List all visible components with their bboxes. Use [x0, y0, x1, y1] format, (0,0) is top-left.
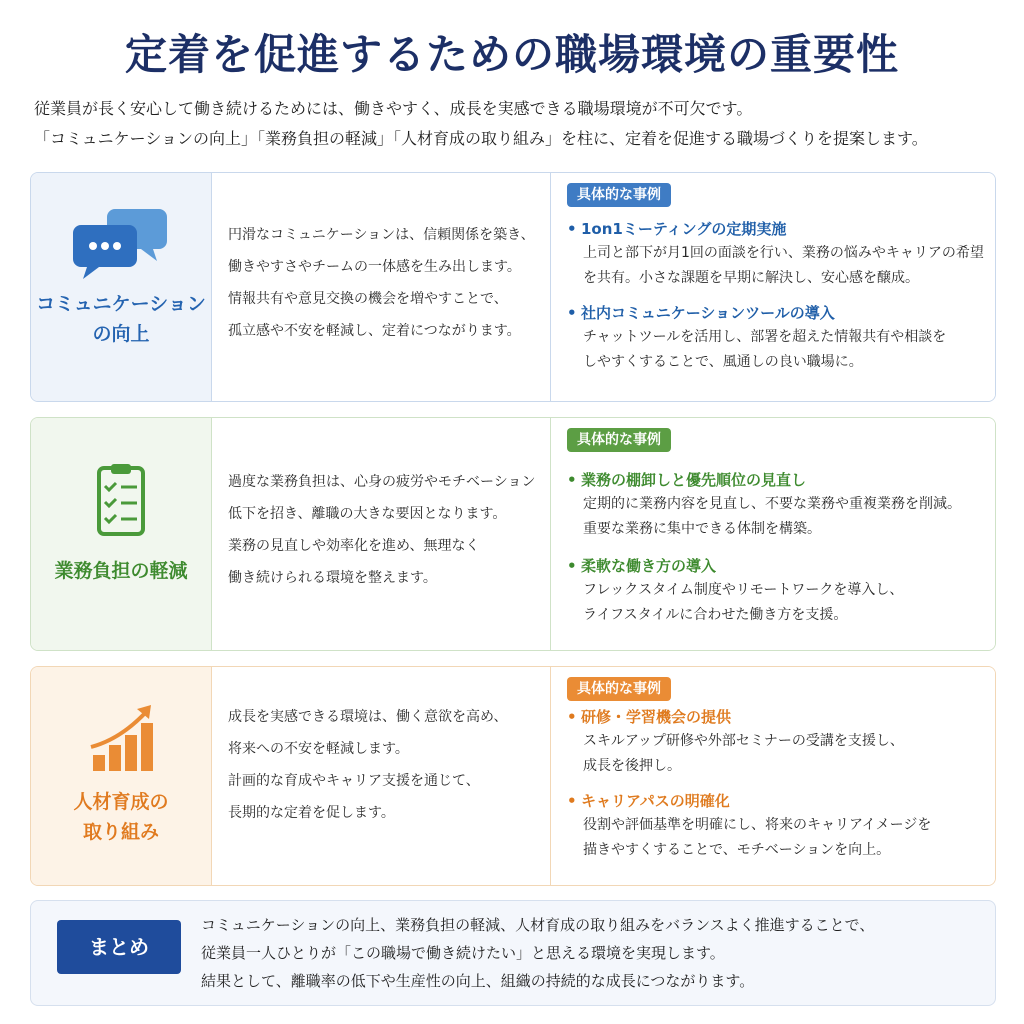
card-title [31, 289, 211, 349]
summary-label: まとめ [57, 920, 181, 974]
description-line: 情報共有や意見交換の機会を増やすことで、 [228, 291, 508, 307]
card-examples [551, 173, 995, 401]
example-text: チャットツールを活用し、部署を超えた情報共有や相談を [583, 329, 947, 345]
card-communication [30, 172, 996, 402]
example-item [567, 554, 987, 628]
example-item [567, 705, 987, 779]
bullet-icon: • [567, 220, 577, 238]
example-text: 定期的に業務内容を見直し、不要な業務や重複業務を削減。 [583, 496, 961, 512]
summary-box [30, 900, 996, 1006]
example-title: 社内コミュニケーションツールの導入 [581, 304, 835, 322]
page-title: 定着を促進するための職場環境の重要性 [124, 30, 899, 79]
summary-text [201, 911, 981, 995]
card-description [212, 418, 551, 650]
example-text: 上司と部下が月1回の面談を行い、業務の悩みやキャリアの希望 [583, 245, 984, 261]
bullet-icon: • [567, 471, 577, 489]
example-title: 業務の棚卸しと優先順位の見直し [581, 471, 807, 489]
bullet-icon: • [567, 708, 577, 726]
card-header-panel [31, 418, 212, 650]
card-examples [551, 418, 995, 650]
example-title: 研修・学習機会の提供 [581, 708, 732, 726]
bullet-icon: • [567, 304, 577, 322]
example-title: 1on1ミーティングの定期実施 [581, 220, 787, 238]
description-line: 将来への不安を軽減します。 [228, 741, 409, 757]
description-line: 長期的な定着を促します。 [228, 805, 395, 821]
description-line: 業務の見直しや効率化を進め、無理なく [228, 538, 480, 554]
card-description [212, 667, 551, 885]
summary-line: 結果として、離職率の低下や生産性の向上、組織の持続的な成長につながります。 [201, 972, 755, 990]
clipboard-checklist-icon [71, 462, 171, 538]
description-line: 成長を実感できる環境は、働く意欲を高め、 [228, 709, 508, 725]
example-title: キャリアパスの明確化 [581, 792, 730, 810]
card-description [212, 173, 551, 401]
example-text: を共有。小さな課題を早期に解決し、安心感を醸成。 [583, 270, 919, 286]
description-line: 孤立感や不安を軽減し、定着につながります。 [228, 323, 521, 339]
example-title: 柔軟な働き方の導入 [581, 557, 717, 575]
card-examples [551, 667, 995, 885]
card-header-panel [31, 667, 212, 885]
example-item [567, 301, 987, 375]
description-line: 計画的な育成やキャリア支援を通じて、 [228, 773, 480, 789]
card-title-line: 人材育成の [73, 791, 169, 813]
example-item [567, 217, 987, 291]
summary-line: コミュニケーションの向上、業務負担の軽減、人材育成の取り組みをバランスよく推進することで、 [201, 916, 875, 934]
example-text: フレックスタイム制度やリモートワークを導入し、 [583, 582, 904, 598]
description-line: 円滑なコミュニケーションは、信頼関係を築き、 [228, 227, 535, 243]
example-text: スキルアップ研修や外部セミナーの受講を支援し、 [583, 733, 904, 749]
card-title-line: の向上 [92, 323, 150, 345]
card-title [31, 787, 211, 847]
examples-badge: 具体的な事例 [567, 183, 671, 207]
example-text: ライフスタイルに合わせた働き方を支援。 [583, 607, 848, 623]
examples-badge: 具体的な事例 [567, 677, 671, 701]
intro-text [34, 94, 1004, 154]
card-title-line: 取り組み [82, 821, 159, 843]
card-development [30, 666, 996, 886]
intro-line: 従業員が長く安心して働き続けるためには、働きやすく、成長を実感できる職場環境が不可欠です。 [34, 99, 753, 118]
speech-bubbles-icon [71, 203, 171, 279]
example-text: 重要な業務に集中できる体制を構築。 [583, 521, 821, 537]
example-text: 役割や評価基準を明確にし、将来のキャリアイメージを [583, 817, 932, 833]
example-text: しやすくすることで、風通しの良い職場に。 [583, 354, 863, 370]
summary-line: 従業員一人ひとりが「この職場で働き続けたい」と思える環境を実現します。 [201, 944, 725, 962]
example-text: 成長を後押し。 [583, 758, 681, 774]
card-title-line: 業務負担の軽減 [54, 560, 188, 582]
description-line: 低下を招き、離職の大きな要因となります。 [228, 506, 507, 522]
card-title [31, 556, 211, 586]
growth-chart-icon [71, 699, 171, 775]
bullet-icon: • [567, 792, 577, 810]
description-line: 過度な業務負担は、心身の疲労やモチベーション [228, 474, 536, 490]
bullet-icon: • [567, 557, 577, 575]
example-item [567, 789, 987, 863]
card-title-line: コミュニケーション [36, 293, 206, 315]
card-workload [30, 417, 996, 651]
description-line: 働きやすさやチームの一体感を生み出します。 [228, 259, 521, 275]
examples-badge: 具体的な事例 [567, 428, 671, 452]
intro-line: 「コミュニケーションの向上」「業務負担の軽減」「人材育成の取り組み」を柱に、定着を促進する職場づくりを提案します。 [34, 129, 928, 148]
example-item [567, 468, 987, 542]
description-line: 働き続けられる環境を整えます。 [228, 570, 437, 586]
example-text: 描きやすくすることで、モチベーションを向上。 [583, 842, 891, 858]
card-header-panel [31, 173, 212, 401]
